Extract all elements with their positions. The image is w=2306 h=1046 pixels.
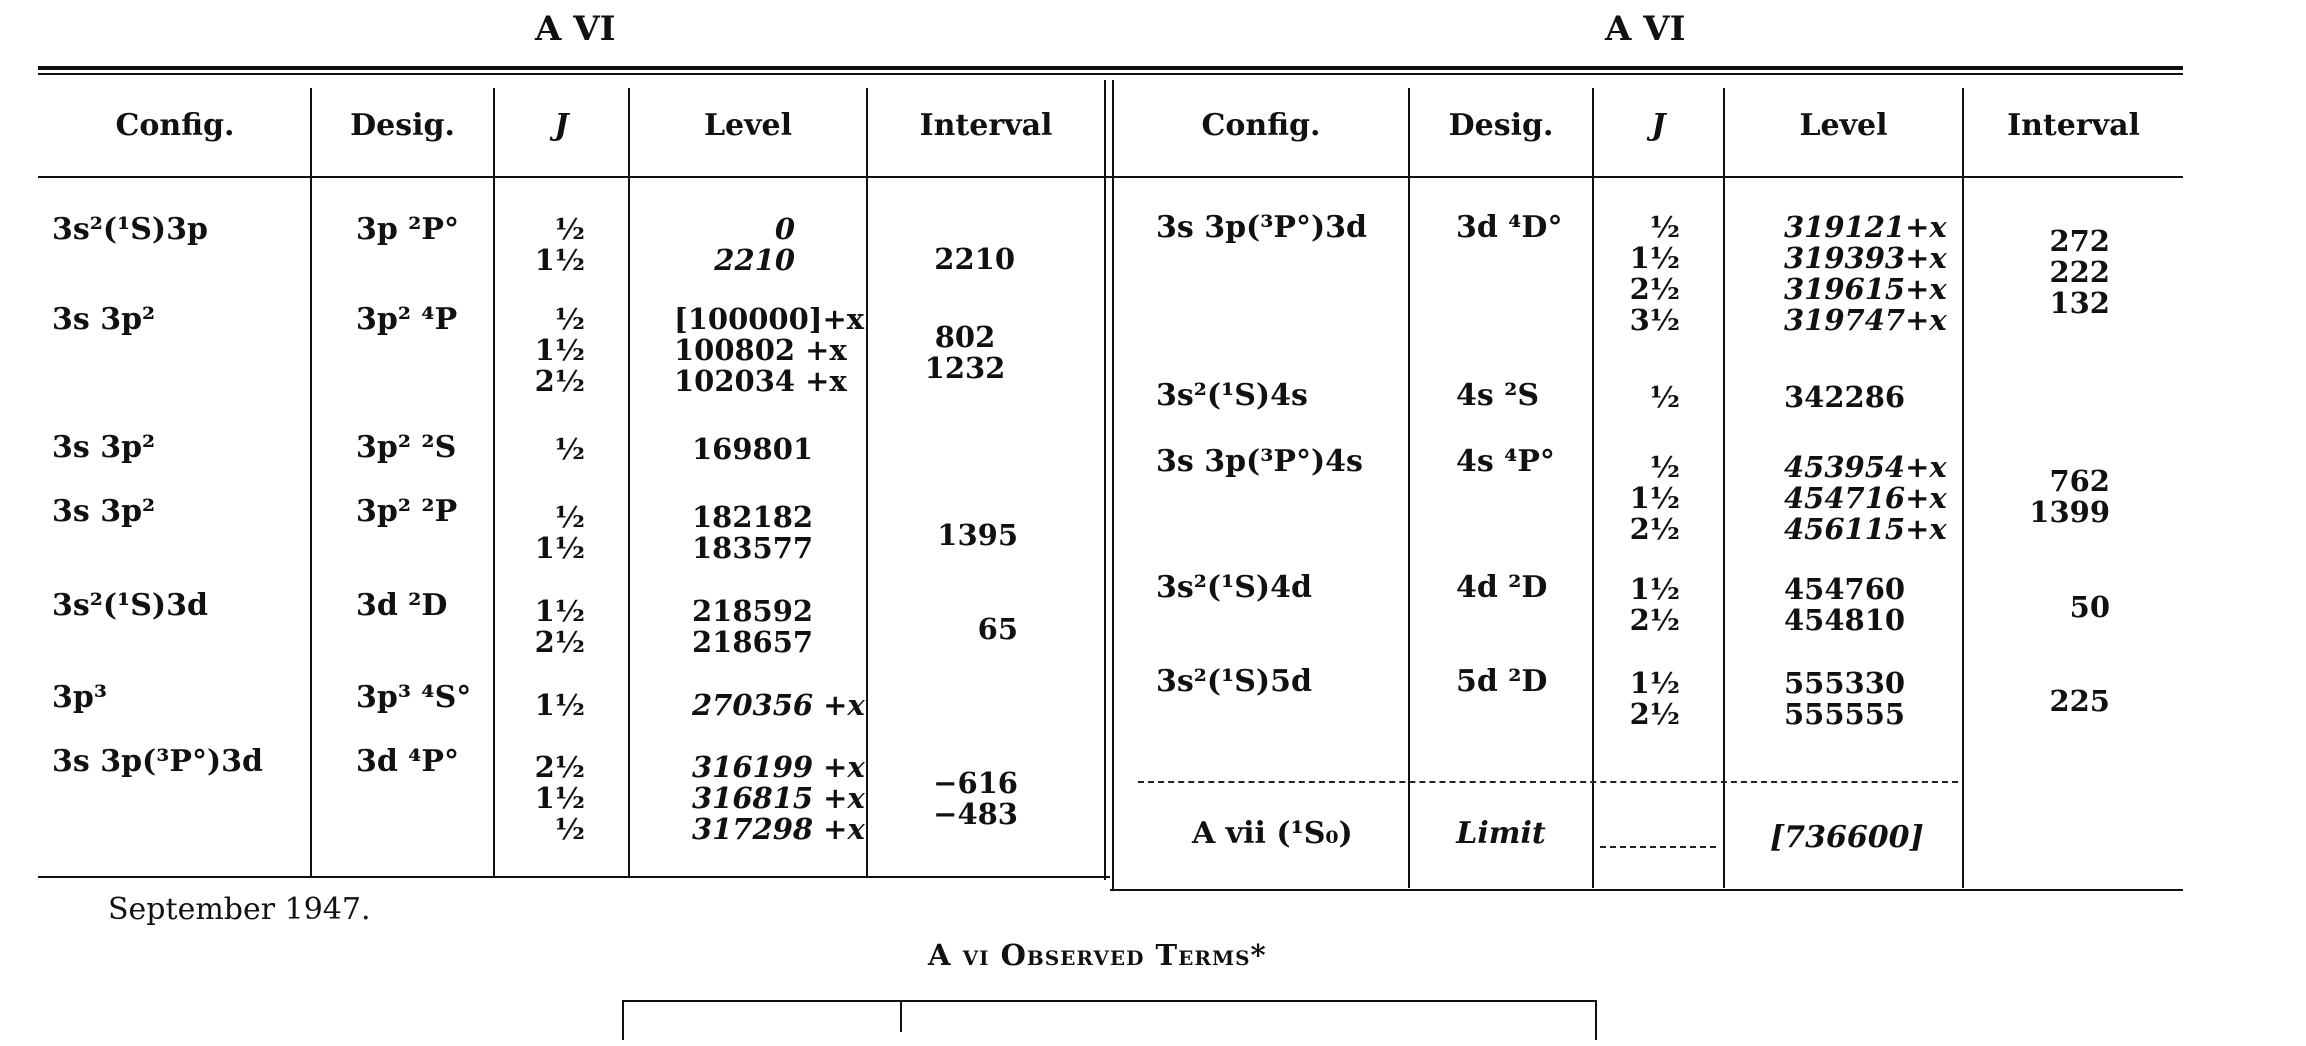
next-table-left-rule — [622, 1000, 624, 1040]
top-rule-thick — [38, 66, 2183, 70]
right-row-level: 454760 454810 — [1784, 572, 1906, 637]
right-row-desig: 3d ⁴D° — [1456, 210, 1563, 245]
limit-dashed-rule — [1138, 781, 1958, 783]
left-row-config: 3s²(¹S)3d — [52, 588, 208, 623]
left-row-desig: 3p³ ⁴S° — [356, 680, 472, 715]
center-double-rule — [1104, 80, 1106, 880]
left-row-desig: 3d ²D — [356, 588, 448, 623]
left-row-level: 270356 +x — [692, 688, 865, 722]
bottom-rule-right — [1110, 889, 2183, 891]
center-double-rule — [1112, 80, 1114, 890]
right-row-j: ½ — [1649, 380, 1680, 414]
right-header-level: Level — [1799, 108, 1888, 143]
header-rule — [38, 176, 2183, 178]
next-table-right-rule — [1595, 1000, 1597, 1040]
left-row-desig: 3p² ⁴P — [356, 302, 458, 337]
right-row-config: 3s 3p(³P°)4s — [1156, 444, 1363, 479]
left-row-level: 169801 — [692, 432, 814, 466]
next-table-divider — [900, 1002, 902, 1032]
left-row-config: 3s 3p² — [52, 494, 156, 529]
limit-j-dash — [1600, 846, 1716, 848]
right-row-interval: 762 1399 — [2029, 464, 2110, 529]
col-divider — [628, 88, 630, 876]
col-divider — [1962, 88, 1964, 888]
col-divider — [1408, 88, 1410, 888]
observed-terms-title: A vi Observed Terms* — [928, 938, 1267, 972]
left-row-j: 1½ 2½ — [534, 594, 585, 659]
left-row-level: 316199 +x 316815 +x 317298 +x — [692, 750, 865, 846]
right-row-desig: 4d ²D — [1456, 570, 1548, 605]
right-row-interval: 50 — [2069, 590, 2110, 624]
right-row-j: 1½ 2½ — [1629, 572, 1680, 637]
left-row-level: 218592 218657 — [692, 594, 814, 659]
left-row-interval: 65 — [977, 612, 1018, 646]
left-row-config: 3s 3p² — [52, 430, 156, 465]
limit-config: A vii (¹S₀) — [1192, 816, 1353, 851]
left-row-config: 3p³ — [52, 680, 107, 715]
top-rule-thin — [38, 73, 2183, 75]
limit-level: [736600] — [1770, 820, 1924, 855]
left-row-desig: 3p² ²S — [356, 430, 457, 465]
left-header-config: Config. — [115, 108, 235, 143]
col-divider — [1592, 88, 1594, 888]
left-row-desig: 3d ⁴P° — [356, 744, 459, 779]
left-row-interval: 1395 — [937, 518, 1018, 552]
right-row-config: 3s²(¹S)5d — [1156, 664, 1312, 699]
left-row-level: 182182 183577 — [692, 500, 814, 565]
right-row-j: ½ 1½ 2½ 3½ — [1629, 210, 1680, 337]
right-header-config: Config. — [1201, 108, 1321, 143]
left-row-j: 1½ — [534, 688, 585, 722]
right-row-desig: 4s ²S — [1456, 378, 1540, 413]
right-header-desig: Desig. — [1448, 108, 1554, 143]
right-row-level: 555330 555555 — [1784, 666, 1906, 731]
right-row-config: 3s²(¹S)4s — [1156, 378, 1308, 413]
left-header-j: J — [554, 108, 569, 143]
date-note: September 1947. — [108, 892, 371, 927]
left-row-j: 2½ 1½ ½ — [534, 750, 585, 846]
col-divider — [310, 88, 312, 876]
right-row-j: ½ 1½ 2½ — [1629, 450, 1680, 546]
col-divider — [1723, 88, 1725, 888]
left-header-desig: Desig. — [350, 108, 455, 143]
bottom-rule-left — [38, 876, 1110, 878]
left-row-desig: 3p ²P° — [356, 212, 459, 247]
left-row-interval: 802 1232 — [924, 320, 1006, 385]
right-row-interval: 272 222 132 — [2049, 224, 2110, 320]
left-row-config: 3s²(¹S)3p — [52, 212, 208, 247]
left-row-config: 3s 3p(³P°)3d — [52, 744, 263, 779]
next-table-top-rule — [622, 1000, 1597, 1002]
left-header-interval: Interval — [919, 108, 1053, 143]
right-table-title: A VI — [1605, 9, 1686, 49]
right-row-desig: 4s ⁴P° — [1456, 444, 1555, 479]
left-row-j: ½ — [554, 432, 585, 466]
right-row-level: 342286 — [1784, 380, 1906, 414]
col-divider — [493, 88, 495, 876]
left-row-level: [100000]+x 100802 +x 102034 +x — [674, 302, 865, 398]
right-row-desig: 5d ²D — [1456, 664, 1548, 699]
col-divider — [866, 88, 868, 876]
right-row-level: 453954+x 454716+x 456115+x — [1784, 450, 1947, 546]
left-row-interval: 2210 — [934, 242, 1015, 276]
right-row-config: 3s 3p(³P°)3d — [1156, 210, 1367, 245]
left-row-level: 0 2210 — [714, 212, 795, 277]
left-row-j: ½ 1½ 2½ — [534, 302, 585, 398]
left-row-j: ½ 1½ — [534, 212, 585, 277]
limit-desig: Limit — [1456, 816, 1546, 851]
left-row-config: 3s 3p² — [52, 302, 156, 337]
right-header-j: J — [1651, 108, 1666, 143]
right-header-interval: Interval — [2007, 108, 2140, 143]
right-row-interval: 225 — [2049, 684, 2110, 718]
left-row-interval: −616 −483 — [933, 766, 1018, 831]
left-header-level: Level — [703, 108, 793, 143]
right-row-j: 1½ 2½ — [1629, 666, 1680, 731]
left-table-title: A VI — [535, 9, 616, 49]
left-row-j: ½ 1½ — [534, 500, 585, 565]
left-row-desig: 3p² ²P — [356, 494, 458, 529]
right-row-config: 3s²(¹S)4d — [1156, 570, 1312, 605]
right-row-level: 319121+x 319393+x 319615+x 319747+x — [1784, 210, 1947, 337]
